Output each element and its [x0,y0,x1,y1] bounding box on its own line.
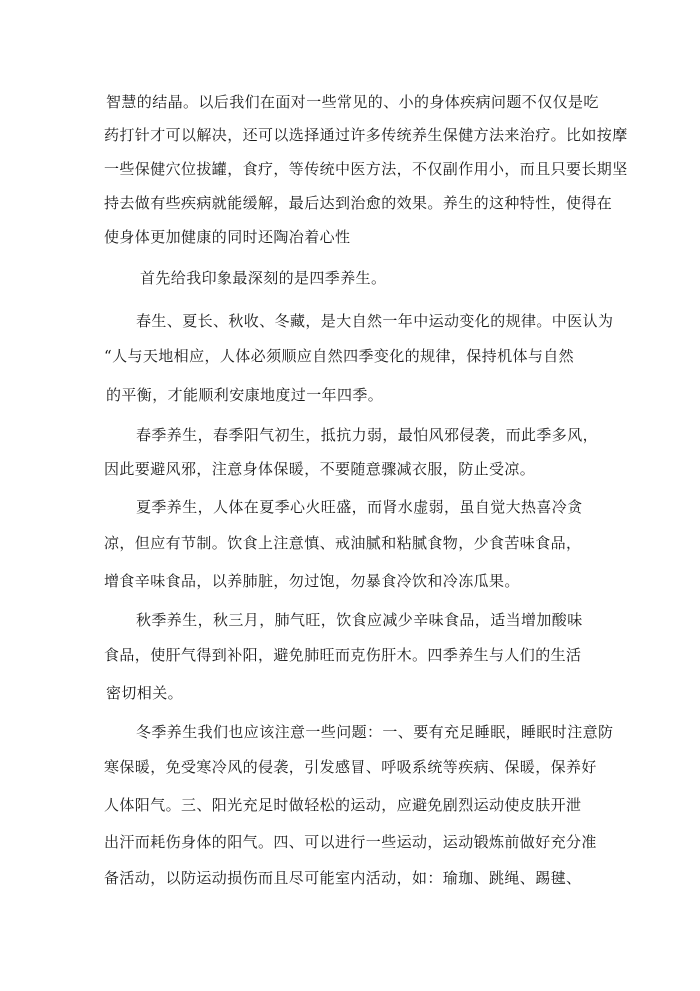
text-line: “人与天地相应，人体必须顺应自然四季变化的规律，保持机体与自然 [104,347,575,365]
text-line: 使身体更加健康的同时还陶冶着心性 [104,228,351,246]
text-line: 密切相关。 [106,684,184,702]
text-line: 春季养生，春季阳气初生，抵抗力弱，最怕风邪侵袭，而此季多风， [136,426,599,444]
text-line: 秋季养生，秋三月，肺气旺，饮食应减少辛味食品，适当增加酸味 [136,611,583,629]
text-line: 智慧的结晶。以后我们在面对一些常见的、小的身体疾病问题不仅仅是吃 [106,93,599,111]
text-line: 持去做有些疾病就能缓解，最后达到治愈的效果。养生的这种特性，使得在 [104,194,613,212]
text-line: 凉，但应有节制。饮食上注意慎、戒油腻和粘腻食物，少食苦味食品， [104,534,582,552]
text-line: 冬季养生我们也应该注意一些问题：一、要有充足睡眠，睡眠时注意防 [136,723,614,741]
text-line: 药打针才可以解决，还可以选择通过许多传统养生保健方法来治疗。比如按摩 [104,126,628,144]
text-line: 寒保暖，免受寒冷风的侵袭，引发感冒、呼吸系统等疾病、保暖，保养好 [104,758,597,776]
text-line: 的平衡，才能顺利安康地度过一年四季。 [106,386,384,404]
text-line: 一些保健穴位拔罐，食疗，等传统中医方法，不仅副作用小，而且只要长期坚 [104,160,628,178]
text-line: 增食辛味食品，以养肺脏，勿过饱，勿暴食冷饮和冷冻瓜果。 [104,572,520,590]
text-line: 出汗而耗伤身体的阳气。四、可以进行一些运动，运动锻炼前做好充分准 [104,833,597,851]
text-line: 春生、夏长、秋收、冬藏，是大自然一年中运动变化的规律。中医认为 [136,312,614,330]
text-line: 备活动，以防运动损伤而且尽可能室内活动，如：瑜珈、跳绳、踢毽、 [104,869,582,887]
text-line: 夏季养生，人体在夏季心火旺盛，而肾水虚弱，虽自觉大热喜冷贪 [136,498,583,516]
text-line: 人体阳气。三、阳光充足时做轻松的运动，应避免剧烈运动使皮肤开泄 [104,796,582,814]
text-line: 因此要避风邪，注意身体保暖，不要随意骤减衣服，防止受凉。 [104,460,536,478]
text-line: 食品，使肝气得到补阳，避免肺旺而克伤肝木。四季养生与人们的生活 [104,646,582,664]
text-line: 首先给我印象最深刻的是四季养生。 [140,269,387,287]
